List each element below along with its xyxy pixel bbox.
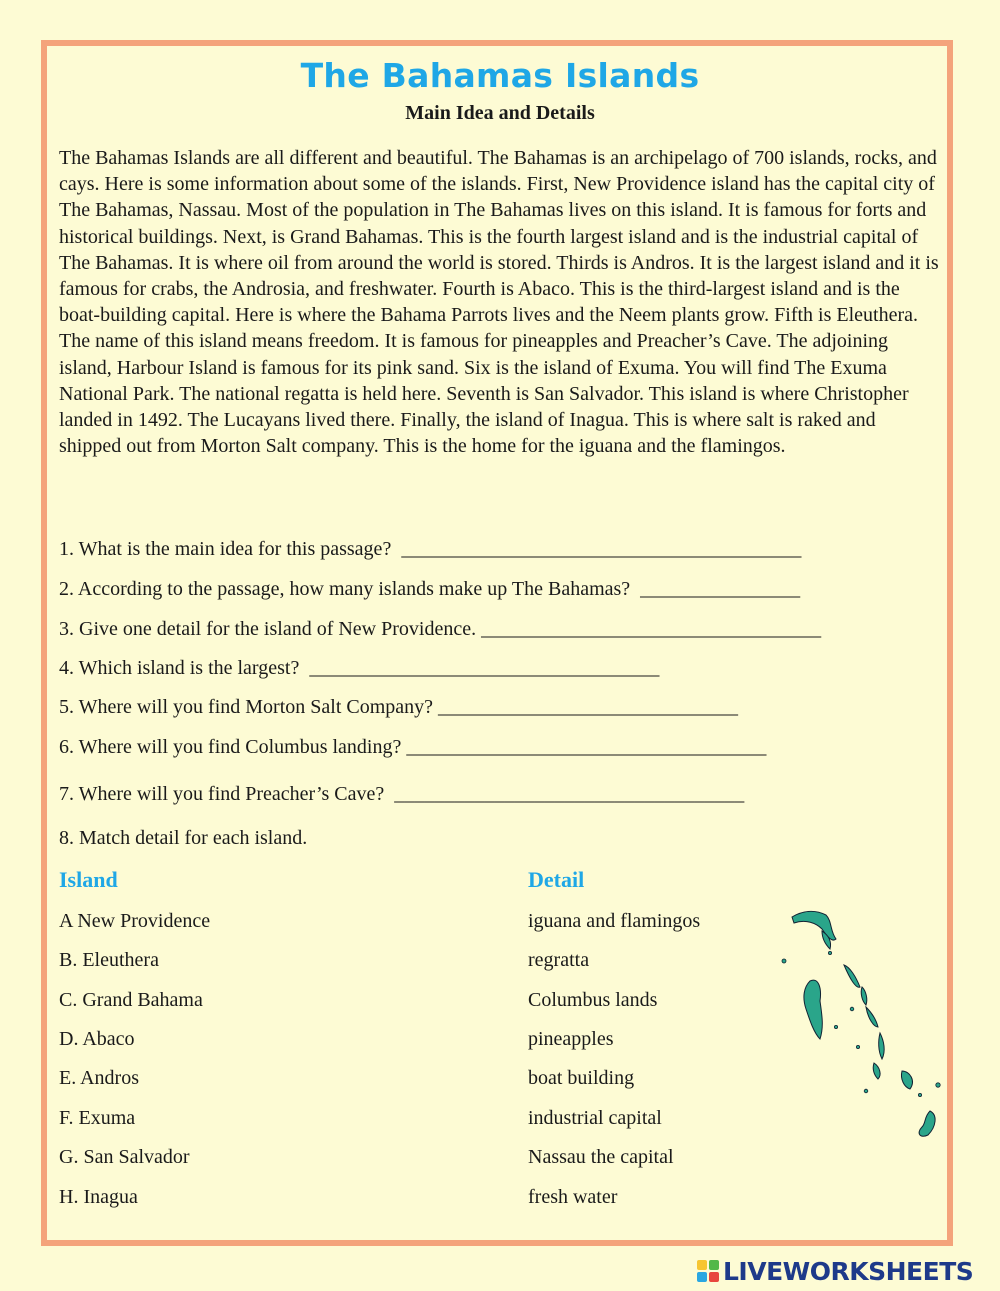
island-item[interactable]: H. Inagua	[59, 1186, 138, 1208]
island-item[interactable]: F. Exuma	[59, 1107, 136, 1129]
logo-mark-icon	[697, 1260, 719, 1282]
detail-item[interactable]: pineapples	[528, 1028, 614, 1050]
logo-text: LIVEWORKSHEETS	[723, 1256, 974, 1286]
question-2[interactable]: 2. According to the passage, how many islands make up The Bahamas? ________________	[59, 578, 801, 600]
island-item[interactable]: D. Abaco	[59, 1028, 135, 1050]
question-1[interactable]: 1. What is the main idea for this passage? ________________________________________	[59, 538, 802, 560]
detail-item[interactable]: iguana and flamingos	[528, 910, 701, 932]
page-title: The Bahamas Islands	[300, 56, 700, 95]
question-4[interactable]: 4. Which island is the largest? ___________________________________	[59, 657, 660, 679]
page-subtitle: Main Idea and Details	[405, 102, 595, 124]
question-3[interactable]: 3. Give one detail for the island of New Providence. __________________________________	[59, 618, 822, 640]
island-item[interactable]: C. Grand Bahama	[59, 989, 203, 1011]
detail-item[interactable]: regratta	[528, 949, 590, 971]
detail-item[interactable]: fresh water	[528, 1186, 618, 1208]
island-item[interactable]: G. San Salvador	[59, 1146, 190, 1168]
reading-passage: The Bahamas Islands are all different and beautiful. The Bahamas is an archipelago of 700 islands, rocks, and cays. Here is some information about some of the islands. First, New Providence island has the capital city of The Bahamas, Nassau. Most of the population in The Bahamas lives on this island. It is famous for forts and historical buildings. Next, is Grand Bahamas. This is the fourth largest island and is the industrial capital of The Bahamas. It is where oil from around the world is stored. Thirds is Andros. It is the largest island and it is famous for crabs, the Androsia, and freshwater. Fourth is Abaco. This is the third-largest island and is the boat-building capital. Here is where the Bahama Parrots lives and the Neem plants grow. Fifth is Eleuthera. The name of this island means freedom. It is famous for pineapples and Preacher’s Cave. The adjoining island, Harbour Island is famous for its pink sand. Six is the island of Exuma. You will find The Exuma National Park. The national regatta is held here. Seventh is San Salvador. This island is where Christopher landed in 1492. The Lucayans lived there. Finally, the island of Inagua. This is where salt is raked and shipped out from Morton Salt company. This is the home for the iguana and the flamingos.	[59, 147, 939, 458]
island-item[interactable]: A New Providence	[59, 910, 211, 932]
question-7[interactable]: 7. Where will you find Preacher’s Cave? ___________________________________	[59, 783, 745, 805]
question-8: 8. Match detail for each island.	[59, 827, 308, 849]
detail-item[interactable]: boat building	[528, 1067, 635, 1089]
detail-item[interactable]: Columbus lands	[528, 989, 658, 1011]
bahamas-map-illustration	[770, 905, 950, 1145]
question-5[interactable]: 5. Where will you find Morton Salt Company? ______________________________	[59, 696, 739, 718]
detail-item[interactable]: industrial capital	[528, 1107, 662, 1129]
detail-column-header: Detail	[528, 867, 585, 892]
island-item[interactable]: B. Eleuthera	[59, 949, 159, 971]
detail-item[interactable]: Nassau the capital	[528, 1146, 674, 1168]
question-6[interactable]: 6. Where will you find Columbus landing? ____________________________________	[59, 736, 767, 758]
liveworksheets-logo	[697, 1256, 973, 1286]
island-item[interactable]: E. Andros	[59, 1067, 139, 1089]
island-column-header: Island	[59, 867, 118, 892]
